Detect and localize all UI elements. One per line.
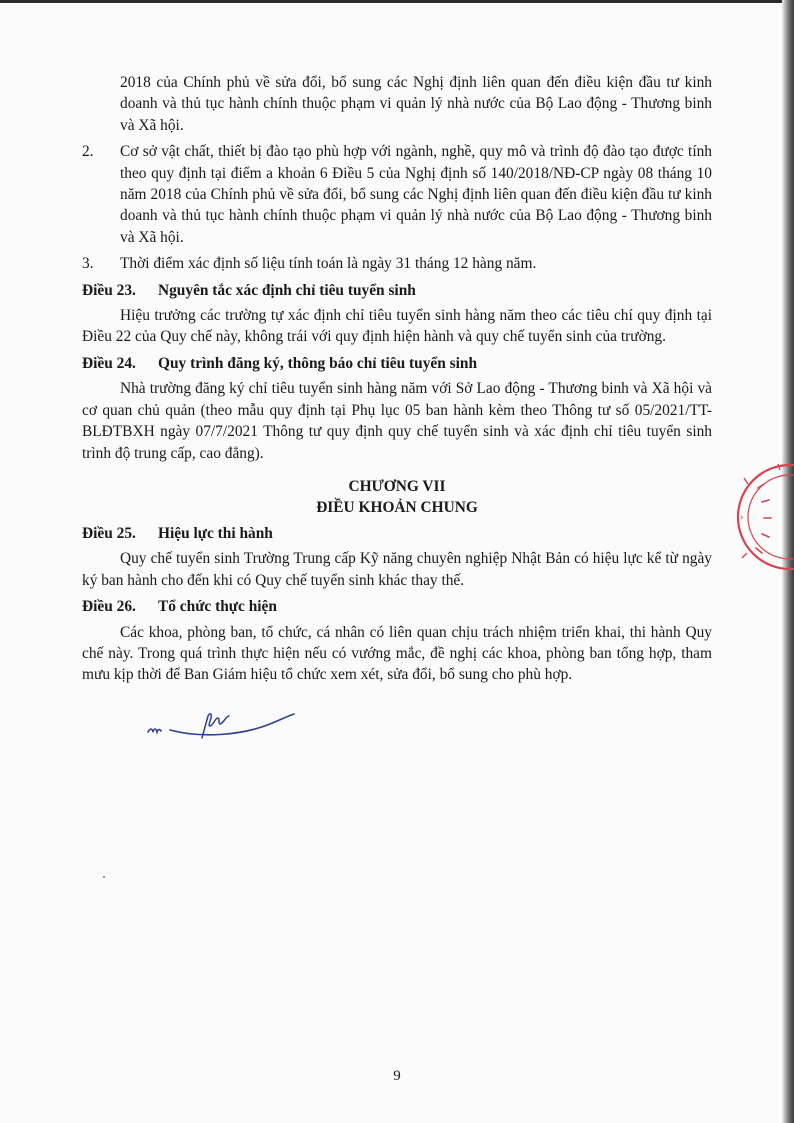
article-label: Điều 23. bbox=[82, 281, 136, 299]
article-label: Điều 25. bbox=[82, 524, 136, 542]
seal-stamp-icon bbox=[718, 458, 794, 576]
article-23-heading bbox=[82, 280, 712, 301]
article-label: Điều 26. bbox=[82, 598, 136, 616]
svg-text:›: › bbox=[740, 513, 744, 523]
page-number: 9 bbox=[393, 1068, 401, 1084]
list-item-number: 3. bbox=[82, 255, 94, 273]
article-label: Điều 24. bbox=[82, 354, 136, 372]
article-23-body: Hiệu trưởng các trường tự xác định chỉ tiêu tuyển sinh hàng năm theo các tiêu chí quy định tại Điều 22 của Quy chế này, không trái với quy định hiện hành và quy chế tuyển sinh của trường. bbox=[82, 307, 712, 346]
scan-speck bbox=[103, 876, 105, 878]
article-26-body: Các khoa, phòng ban, tổ chức, cá nhân có liên quan chịu trách nhiệm triển khai, thi hành Quy chế này. Trong quá trình thực hiện nếu có vướng mắc, đề nghị các khoa, phòng ban tổng hợp, tham mưu kịp thời để Ban Giám hiệu tổ chức xem xét, sửa đổi, bổ sung cho phù hợp. bbox=[82, 623, 712, 684]
article-title: Hiệu lực thi hành bbox=[158, 524, 273, 542]
chapter-title: ĐIỀU KHOẢN CHUNG bbox=[316, 498, 478, 516]
article-24-body: Nhà trường đăng ký chỉ tiêu tuyển sinh hàng năm với Sở Lao động - Thương binh và Xã hội và cơ quan chủ quản (theo mẫu quy định tại Phụ lục 05 ban hành kèm theo Thông tư số 05/2021/TT-BLĐTBXH ngày 07/7/2021 Thông tư quy định quy chế tuyển sinh và xác định chỉ tiêu tuyển sinh trình độ trung cấp, cao đẳng). bbox=[82, 380, 712, 462]
list-item-text: Thời điểm xác định số liệu tính toán là ngày 31 tháng 12 hàng năm. bbox=[120, 255, 537, 273]
article-title: Nguyên tắc xác định chỉ tiêu tuyển sinh bbox=[158, 281, 416, 299]
signature-icon bbox=[130, 698, 350, 748]
article-title: Tổ chức thực hiện bbox=[158, 598, 277, 616]
document-body bbox=[82, 72, 712, 686]
article-title: Quy trình đăng ký, thông báo chỉ tiêu tuyển sinh bbox=[158, 354, 478, 372]
scan-top-edge bbox=[0, 0, 794, 3]
list-item-number: 2. bbox=[82, 143, 94, 161]
article-25-body: Quy chế tuyển sinh Trường Trung cấp Kỹ năng chuyên nghiệp Nhật Bản có hiệu lực kể từ ngày ký ban hành cho đến khi có Quy chế tuyển sinh khác thay thế. bbox=[82, 550, 712, 589]
chapter-number: CHƯƠNG VII bbox=[348, 477, 446, 495]
list-item bbox=[82, 141, 712, 248]
list-item bbox=[82, 253, 712, 274]
article-24-heading bbox=[82, 353, 712, 374]
list-item-text: Cơ sở vật chất, thiết bị đào tạo phù hợp với ngành, nghề, quy mô và trình độ đào tạo được tính theo quy định tại điểm a khoản 6 Điều 5 của Nghị định số 140/2018/NĐ-CP ngày 08 tháng 10 năm 2018 của Chính phủ về sửa đổi, bổ sung các Nghị định liên quan đến điều kiện đầu tư kinh doanh và thủ tục hành chính thuộc phạm vi quản lý nhà nước của Bộ Lao động - Thương binh và Xã hội. bbox=[120, 143, 712, 246]
chapter-heading bbox=[82, 476, 712, 518]
continuation-paragraph: 2018 của Chính phủ về sửa đổi, bổ sung các Nghị định liên quan đến điều kiện đầu tư kinh doanh và thủ tục hành chính thuộc phạm vi quản lý nhà nước của Bộ Lao động - Thương binh và Xã hội. bbox=[120, 74, 712, 134]
article-25-heading bbox=[82, 523, 712, 544]
article-26-heading bbox=[82, 596, 712, 617]
